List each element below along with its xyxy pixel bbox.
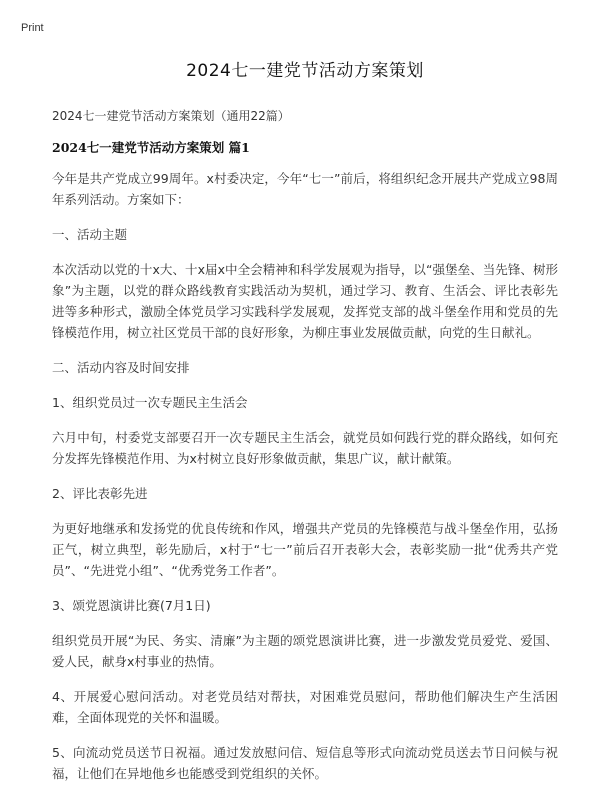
paragraph-item-4: 4、开展爱心慰问活动。对老党员结对帮扶，对困难党员慰问，帮助他们解决生产生活困难，全面体现党的关怀和温暖。 (52, 689, 558, 725)
print-link[interactable]: Print (21, 22, 44, 34)
paragraph-item-1: 六月中旬，村委党支部要召开一次专题民主生活会，就党员如何践行党的群众路线，如何充分发挥先锋模范作用、为x村树立良好形象做贡献，集思广议，献计献策。 (52, 430, 558, 466)
document-body (52, 48, 558, 798)
section-heading: 2024七一建党节活动方案策划 篇1 (52, 140, 250, 155)
heading-item-3: 3、颂党恩演讲比赛(7月1日) (52, 598, 211, 613)
heading-content-schedule: 二、活动内容及时间安排 (52, 360, 190, 375)
paragraph-item-5: 5、向流动党员送节日祝福。通过发放慰问信、短信息等形式向流动党员送去节日问候与祝福，让他们在异地他乡也能感受到党组织的关怀。 (52, 745, 558, 781)
document-subtitle: 2024七一建党节活动方案策划（通用22篇） (52, 109, 290, 123)
document-title: 2024七一建党节活动方案策划 (186, 61, 424, 81)
paragraph-item-3: 组织党员开展“为民、务实、清廉”为主题的颂党恩演讲比赛，进一步激发党员爱党、爱国、爱人民，献身x村事业的热情。 (52, 633, 558, 669)
paragraph-theme: 本次活动以党的十x大、十x届x中全会精神和科学发展观为指导，以“强堡垒、当先锋、树形象”为主题，以党的群众路线教育实践活动为契机，通过学习、教育、生活会、评比表彰先进等多种形式，激励全体党员学习实践科学发展观，发挥党支部的战斗堡垒作用和党员的先锋模范作用，树立社区党员干部的良好形象，为柳庄事业发展做贡献，向党的生日献礼。 (52, 262, 558, 340)
paragraph-item-2: 为更好地继承和发扬党的优良传统和作风，增强共产党员的先锋模范与战斗堡垒作用，弘扬正气，树立典型，彰先励后，x村于“七一”前后召开表彰大会，表彰奖励一批“优秀共产党员”、“先进党小组”、“优秀党务工作者”。 (52, 521, 558, 578)
paragraph-intro: 今年是共产党成立99周年。x村委决定，今年“七一”前后，将组织纪念开展共产党成立98周年系列活动。方案如下： (52, 171, 558, 207)
heading-activity-theme: 一、活动主题 (52, 227, 128, 242)
heading-item-2: 2、评比表彰先进 (52, 486, 148, 501)
heading-item-1: 1、组织党员过一次专题民主生活会 (52, 395, 248, 410)
